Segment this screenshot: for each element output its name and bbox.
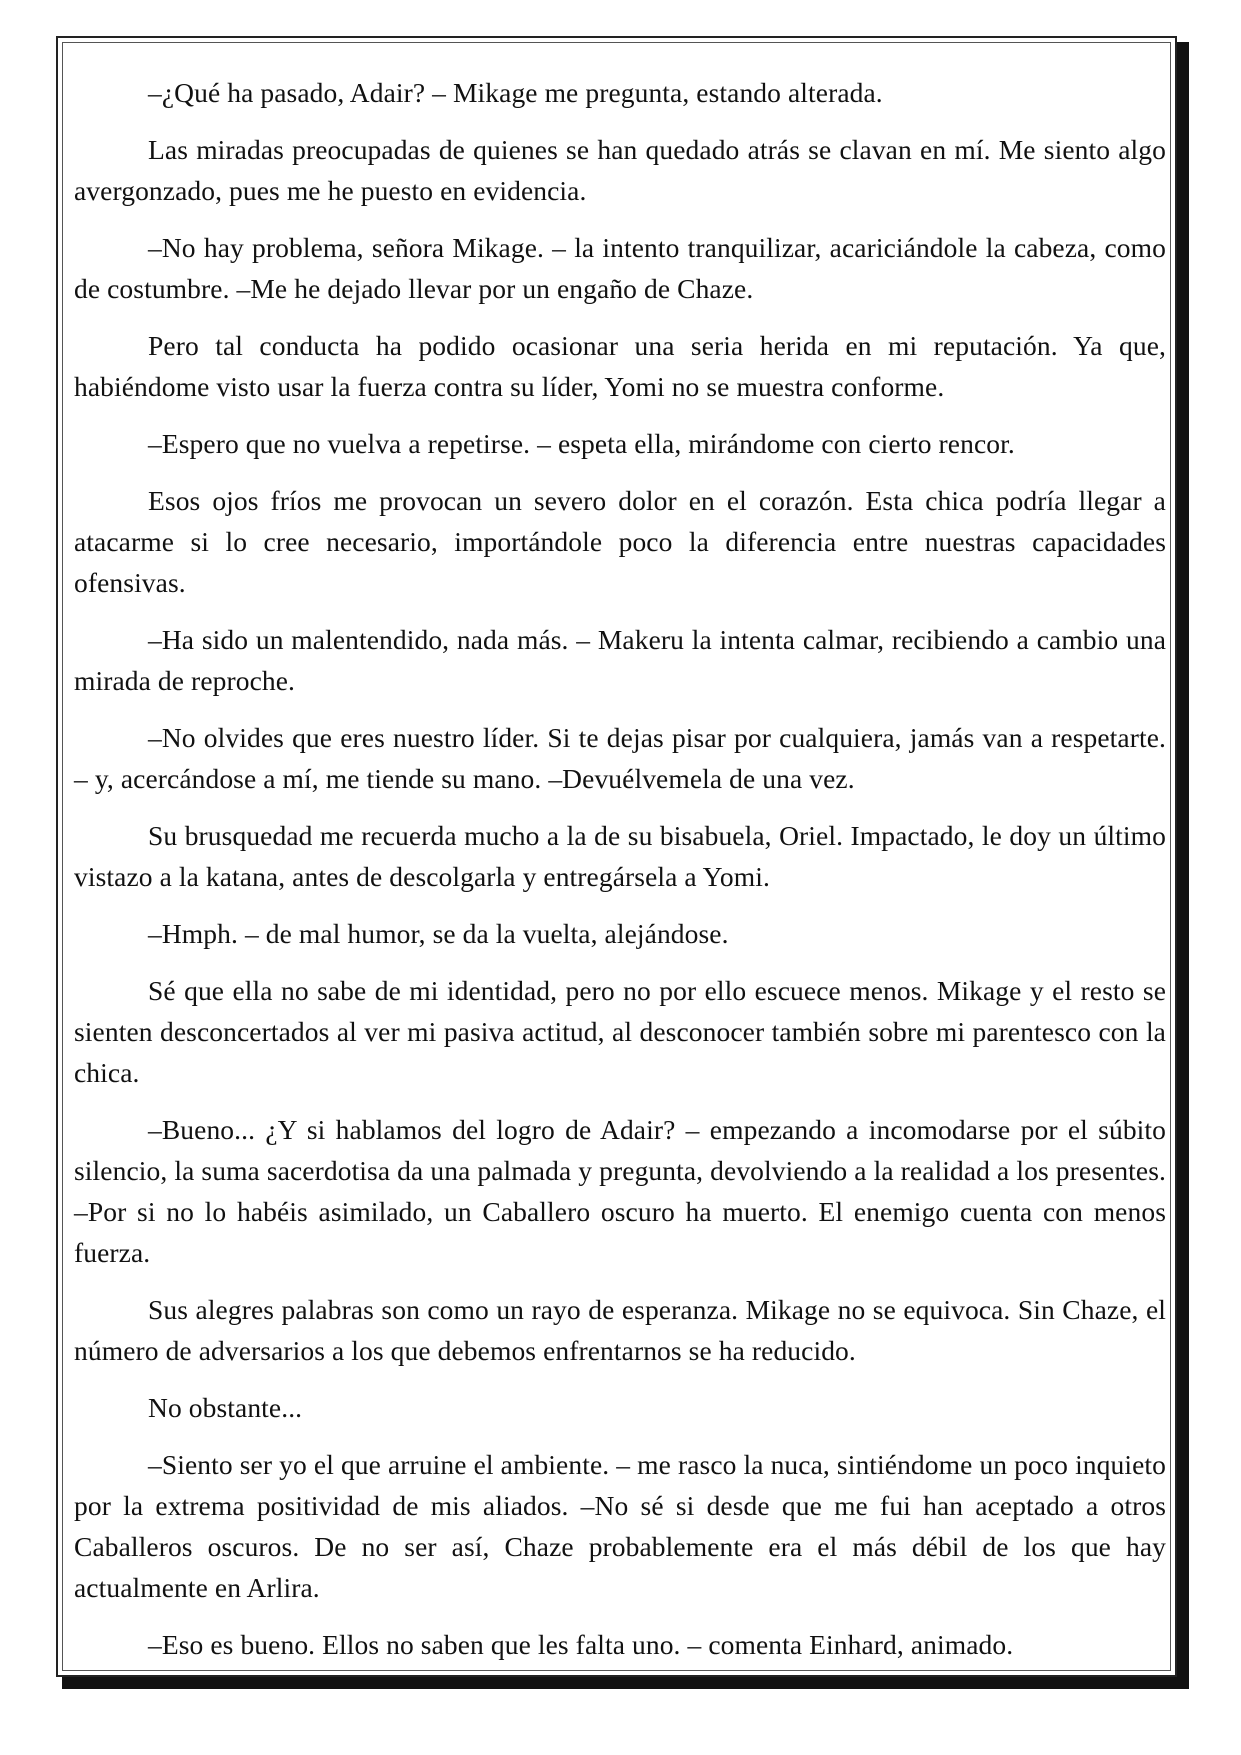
paragraph: Esos ojos fríos me provocan un severo dolor en el corazón. Esta chica podría llegar a atacarme si lo cree necesario, importándole poco la diferencia entre nuestras capacidades ofensivas. — [74, 485, 1166, 598]
paragraph: –No olvides que eres nuestro líder. Si te dejas pisar por cualquiera, jamás van a respetarte. – y, acercándose a mí, me tiende su mano. –Devuélvemela de una vez. — [74, 722, 1166, 794]
paragraph: –¿Qué ha pasado, Adair? – Mikage me pregunta, estando alterada. — [148, 77, 883, 108]
paragraph: Pero tal conducta ha podido ocasionar una seria herida en mi reputación. Ya que, habiéndome visto usar la fuerza contra su líder, Yomi no se muestra conforme. — [74, 330, 1166, 402]
paragraph: –Siento ser yo el que arruine el ambiente. – me rasco la nuca, sintiéndome un poco inquieto por la extrema positividad de mis aliados. –No sé si desde que me fui han aceptado a otros Caballeros oscuros. De no ser así, Chaze probablemente era el más débil de los que hay actualmente en Arlira. — [74, 1449, 1166, 1603]
paragraph: Sus alegres palabras son como un rayo de esperanza. Mikage no se equivoca. Sin Chaze, el número de adversarios a los que debemos enfrentarnos se ha reducido. — [74, 1294, 1166, 1366]
document-body — [74, 72, 1166, 1681]
paragraph: No obstante... — [148, 1392, 303, 1423]
paragraph: Sé que ella no sabe de mi identidad, pero no por ello escuece menos. Mikage y el resto se sienten desconcertados al ver mi pasiva actitud, al desconocer también sobre mi parentesco con la chica. — [74, 975, 1166, 1088]
paragraph: –No hay problema, señora Mikage. – la intento tranquilizar, acariciándole la cabeza, como de costumbre. –Me he dejado llevar por un engaño de Chaze. — [74, 232, 1166, 304]
paragraph: –Ha sido un malentendido, nada más. – Makeru la intenta calmar, recibiendo a cambio una mirada de reproche. — [74, 624, 1166, 696]
paragraph: –Hmph. – de mal humor, se da la vuelta, alejándose. — [148, 918, 729, 949]
paragraph: Las miradas preocupadas de quienes se han quedado atrás se clavan en mí. Me siento algo avergonzado, pues me he puesto en evidencia. — [74, 134, 1166, 206]
paragraph: –Bueno... ¿Y si hablamos del logro de Adair? – empezando a incomodarse por el súbito silencio, la suma sacerdotisa da una palmada y pregunta, devolviendo a la realidad a los presentes. –Por si no lo habéis asimilado, un Caballero oscuro ha muerto. El enemigo cuenta con menos fuerza. — [74, 1114, 1166, 1268]
paragraph: –Eso es bueno. Ellos no saben que les falta uno. – comenta Einhard, animado. — [148, 1629, 1014, 1660]
paragraph: –Espero que no vuelva a repetirse. – espeta ella, mirándome con cierto rencor. — [148, 428, 1015, 459]
paragraph: Su brusquedad me recuerda mucho a la de su bisabuela, Oriel. Impactado, le doy un último vistazo a la katana, antes de descolgarla y entregársela a Yomi. — [74, 820, 1166, 892]
